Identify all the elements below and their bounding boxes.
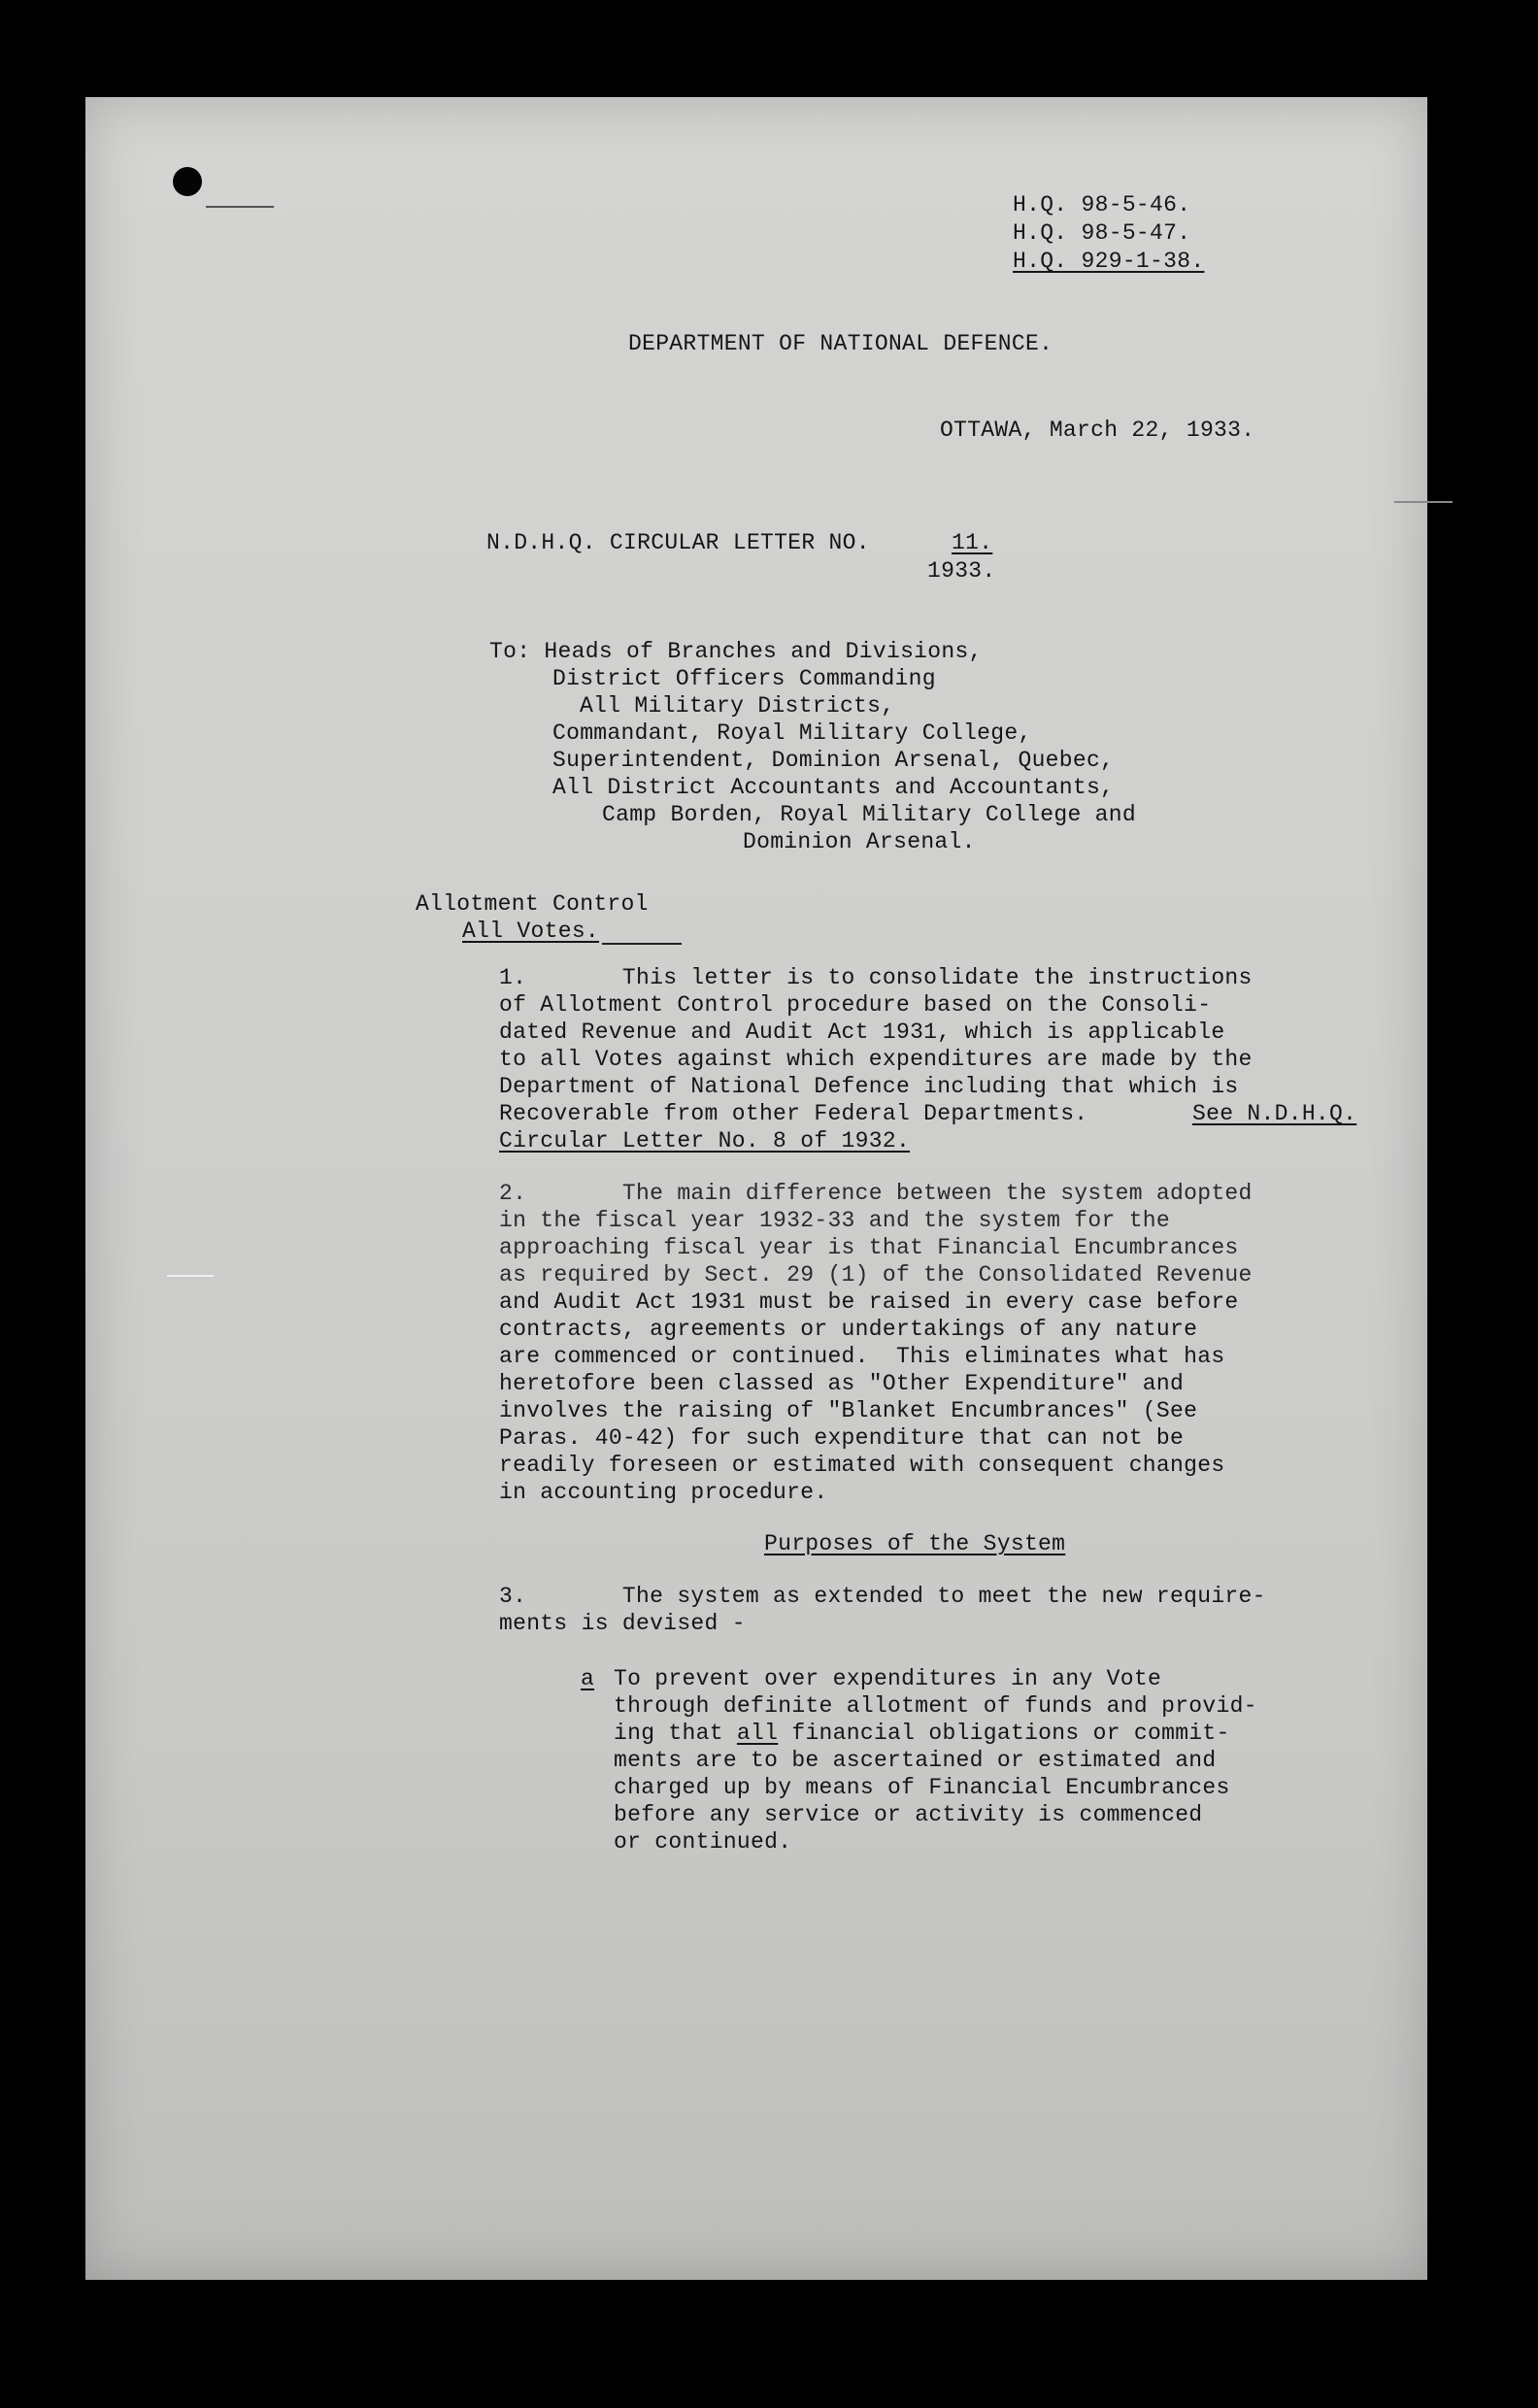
subject-underline [602, 943, 682, 945]
circular-year: 1933. [927, 558, 996, 584]
subject-line: Allotment Control [416, 891, 649, 917]
stray-mark [167, 1275, 214, 1277]
para3-line: ments is devised - [499, 1611, 746, 1636]
item-a-line: through definite allotment of funds and provid- [614, 1693, 1257, 1719]
item-a-line: before any service or activity is commenced [614, 1802, 1203, 1827]
para2-line: 2. The main difference between the system adopted [499, 1181, 1253, 1206]
stray-mark [206, 206, 274, 208]
para2-line: in accounting procedure. [499, 1480, 828, 1505]
para2-line: approaching fiscal year is that Financial Encumbrances [499, 1235, 1239, 1260]
para2-line: in the fiscal year 1932-33 and the system for the [499, 1208, 1171, 1233]
item-a-line: or continued. [614, 1829, 792, 1855]
circular-number: 11. [952, 530, 993, 555]
addressee-line: All Military Districts, [580, 693, 895, 719]
file-ref: H.Q. 98-5-46. [1013, 192, 1191, 217]
dateline: OTTAWA, March 22, 1933. [940, 418, 1255, 443]
para1-reference: Circular Letter No. 8 of 1932. [499, 1128, 911, 1154]
para2-line: heretofore been classed as "Other Expenditure" and [499, 1371, 1185, 1396]
file-ref: H.Q. 98-5-47. [1013, 220, 1191, 246]
department-heading: DEPARTMENT OF NATIONAL DEFENCE. [628, 331, 1053, 356]
item-a-text: ing that [614, 1721, 737, 1746]
addressee-line: All District Accountants and Accountants, [552, 775, 1115, 800]
item-a-line [614, 1720, 1230, 1748]
para1-line: 1. This letter is to consolidate the instructions [499, 965, 1253, 990]
para1-line: to all Votes against which expenditures are made by the [499, 1047, 1253, 1072]
item-a-line: charged up by means of Financial Encumbrances [614, 1775, 1230, 1800]
item-a-emphasis: all [736, 1721, 779, 1746]
para2-line: are commenced or continued. This eliminates what has [499, 1344, 1225, 1369]
addressee-line: District Officers Commanding [552, 666, 936, 691]
para2-line: contracts, agreements or undertakings of any nature [499, 1317, 1198, 1342]
circular-prefix: N.D.H.Q. CIRCULAR LETTER NO. [486, 530, 870, 555]
section-heading: Purposes of the System [764, 1531, 1066, 1556]
file-ref: H.Q. 929-1-38. [1013, 249, 1205, 274]
para2-line: as required by Sect. 29 (1) of the Consolidated Revenue [499, 1262, 1253, 1288]
item-marker: a [581, 1666, 595, 1691]
addressee-line: Commandant, Royal Military College, [552, 720, 1032, 746]
para3-line: 3. The system as extended to meet the new require- [499, 1584, 1266, 1609]
punch-hole [173, 167, 202, 196]
para1-line: Recoverable from other Federal Departments. [499, 1101, 1088, 1126]
para2-line: Paras. 40-42) for such expenditure that can not be [499, 1425, 1185, 1451]
para2-line: and Audit Act 1931 must be raised in every case before [499, 1289, 1239, 1315]
item-a-line: To prevent over expenditures in any Vote [614, 1666, 1162, 1691]
para1-reference: See N.D.H.Q. [1192, 1101, 1357, 1126]
para1-line: Department of National Defence including that which is [499, 1074, 1239, 1099]
stray-mark [1394, 501, 1453, 503]
addressee-line: Dominion Arsenal. [743, 829, 976, 854]
para2-line: readily foreseen or estimated with consequent changes [499, 1453, 1225, 1478]
para1-line: dated Revenue and Audit Act 1931, which is applicable [499, 1020, 1225, 1045]
addressee-line: Camp Borden, Royal Military College and [602, 802, 1136, 827]
para1-line: of Allotment Control procedure based on the Consoli- [499, 992, 1212, 1018]
addressee-line: To: Heads of Branches and Divisions, [489, 639, 983, 664]
item-a-line: ments are to be ascertained or estimated and [614, 1748, 1217, 1773]
addressee-line: Superintendent, Dominion Arsenal, Quebec, [552, 748, 1115, 773]
item-a-text: financial obligations or commit- [778, 1721, 1230, 1746]
subject-line: All Votes. [462, 919, 600, 944]
para2-line: involves the raising of "Blanket Encumbrances" (See [499, 1398, 1198, 1423]
